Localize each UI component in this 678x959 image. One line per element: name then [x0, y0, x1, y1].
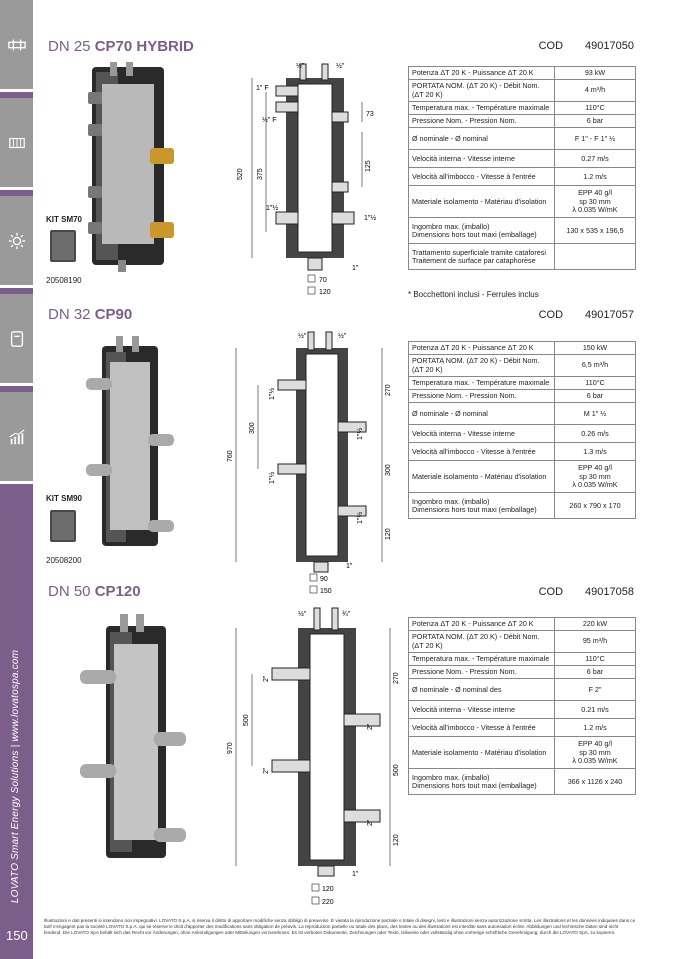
tab-pipes[interactable]	[0, 0, 33, 92]
kit-bracket-image	[50, 510, 76, 542]
dim-inner: 500	[243, 714, 250, 726]
dim-height: 760	[227, 450, 234, 462]
dim-bottom: 1"	[352, 871, 359, 878]
tab-solar[interactable]	[0, 196, 33, 288]
dim-port-l2: 1"½	[269, 471, 276, 484]
dim-top-left: ½"	[296, 63, 305, 70]
spec-table-cp120	[408, 617, 636, 795]
table-row: Velocità interna - Vitesse interne 0.21 m/s	[409, 701, 636, 719]
product-photo-cp120	[78, 614, 188, 864]
dim-port-l1: 2"	[263, 675, 270, 682]
cod-cp70: COD 49017050	[538, 40, 634, 52]
dim-top-left: ½"	[298, 333, 307, 340]
dim-top-right: ½"	[338, 333, 347, 340]
dim-port-r1: 1"½	[357, 427, 364, 440]
tab-radiators[interactable]	[0, 98, 33, 190]
dim-top-right: ½"	[336, 63, 345, 70]
table-row: Temperatura max. - Température maximale 110°C	[409, 652, 636, 665]
table-row: Potenza ΔT 20 K - Puissance ΔT 20 K 93 kW	[409, 67, 636, 80]
sun-icon	[8, 232, 26, 250]
table-row: Materiale isolamento - Matériau d'isolation EPP 40 g/l sp 30 mm λ 0.035 W/mK	[409, 186, 636, 218]
product-photo-cp90	[84, 336, 174, 551]
pipe-icon	[8, 36, 26, 54]
dim-sq2: 120	[319, 289, 331, 296]
table-row: PORTATA NOM. (ΔT 20 K) - Débit Nom. (ΔT 20 K) 4 m³/h	[409, 80, 636, 102]
dim-top-left: ½"	[298, 611, 307, 618]
table-row: Ø nominale - Ø nominal M 1" ½	[409, 403, 636, 425]
dim-height: 970	[227, 742, 234, 754]
table-row: Velocità all'imbocco - Vitesse à l'entrée 1.2 m/s	[409, 719, 636, 737]
table-row: Ingombro max. (imballo) Dimensions hors tout maxi (emballage) 130 x 535 x 196,5	[409, 218, 636, 244]
dim-top-right: ¾"	[342, 611, 351, 618]
dim-inner: 300	[249, 422, 256, 434]
table-row: Velocità interna - Vitesse interne 0.26 m/s	[409, 425, 636, 443]
table-row: Ø nominale - Ø nominal des F 2"	[409, 679, 636, 701]
spec-table-cp70	[408, 66, 636, 270]
tab-control[interactable]	[0, 392, 33, 484]
disclaimer-footer: Illustrazioni e dati presenti si intendono non impegnativi. LOVATO S.p.A. si riserva il diritto di apportare modifiche senza obbligo di preavviso. È vietata la riproduzione parziale o totale di disegni, testi e illustrazioni senza autorizzazione scritta. Les illustrations et les données indiquées dans ce tarif n'engagent pas la société LOVATO S.p.A. qui se réserve le droit d'apporter des modifications sans obligation de préavis. La reproduction partielle ou totale des plans, des textes ou des illustrations est interdite sans autorisation écrite. Abbildungen und technische Daten sind nicht bindend. Die LOVATO SpA behält sich das Recht vor Änderungen, ohne Ankündigungen oder Mitteilungen vorzunehmen. Es ist verboten Dokumente, Zeichnungen oder Texte, teilweise oder vollständig ohne vorherige schriftliche Genehmigung, durch die LOVATO SpA, zu kopieren.	[44, 918, 636, 936]
table-row: PORTATA NOM. (ΔT 20 K) - Débit Nom. (ΔT 20 K) 6,5 m³/h	[409, 355, 636, 377]
dim-sq1: 120	[322, 886, 334, 893]
dim-f2: ½" F	[262, 117, 277, 124]
table-row: Velocità all'imbocco - Vitesse à l'entrée 1.3 m/s	[409, 443, 636, 461]
table-row: Potenza ΔT 20 K - Puissance ΔT 20 K 220 kW	[409, 618, 636, 631]
ferrules-note: * Bocchettoni inclusi - Ferrules inclus	[408, 290, 539, 299]
cod-cp120: COD 49017058	[538, 586, 634, 598]
table-row: Potenza ΔT 20 K - Puissance ΔT 20 K 150 kW	[409, 342, 636, 355]
product-title-cp90: DN 32 CP90	[48, 306, 133, 323]
product-photo-cp70	[82, 62, 182, 277]
technical-drawing-cp120	[222, 606, 402, 912]
spec-table-cp90	[408, 341, 636, 519]
dim-port-r2: 2"	[367, 819, 374, 826]
dim-bottom: 1"	[352, 265, 359, 272]
dim-sq1: 90	[320, 576, 328, 583]
table-row: Materiale isolamento - Matériau d'isolation EPP 40 g/l sp 30 mm λ 0.035 W/mK	[409, 737, 636, 769]
dim-bottom-height: 120	[385, 528, 392, 540]
dim-side-top: 73	[366, 111, 374, 118]
table-row: Velocità all'imbocco - Vitesse à l'entrée 1.2 m/s	[409, 168, 636, 186]
dim-mid: 125	[365, 160, 372, 172]
table-row: Pressione Nom. - Pression Nom. 6 bar	[409, 115, 636, 128]
cod-cp90: COD 49017057	[538, 309, 634, 321]
dim-sq1: 70	[319, 277, 327, 284]
technical-drawing-cp70	[222, 62, 402, 302]
page-number: 150	[6, 928, 28, 943]
table-row: Ø nominale - Ø nominal F 1" - F 1" ½	[409, 128, 636, 150]
kit-code-sm90: 20508200	[46, 556, 82, 565]
dim-side-top: 270	[393, 672, 400, 684]
kit-label-sm70: KIT SM70	[46, 215, 83, 224]
kit-code-sm70: 20508190	[46, 276, 82, 285]
brand-vertical-text: LOVATO Smart Energy Solutions | www.lovatospa.com	[10, 649, 22, 903]
dim-port-l2: 2"	[263, 767, 270, 774]
chart-icon	[8, 428, 26, 446]
dim-port-r2: 1"½	[357, 511, 364, 524]
storage-icon	[8, 330, 26, 348]
table-row: Pressione Nom. - Pression Nom. 6 bar	[409, 390, 636, 403]
product-title-cp70: DN 25 CP70 HYBRID	[48, 38, 194, 55]
dim-f1: 1" F	[256, 85, 269, 92]
dim-sq2: 220	[322, 899, 334, 906]
dim-bottom: 1"	[346, 563, 353, 570]
dim-sq2: 150	[320, 588, 332, 595]
table-row: Pressione Nom. - Pression Nom. 6 bar	[409, 666, 636, 679]
table-row: Temperatura max. - Température maximale 110°C	[409, 376, 636, 389]
dim-port-left: 1"½	[266, 205, 279, 212]
dim-port-r1: 2"	[367, 723, 374, 730]
kit-bracket-image	[50, 230, 76, 262]
radiator-icon	[8, 134, 26, 152]
sidebar	[0, 0, 33, 959]
table-row: Materiale isolamento - Matériau d'isolation EPP 40 g/l sp 30 mm λ 0.035 W/mK	[409, 461, 636, 493]
dim-height: 520	[237, 168, 244, 180]
dim-bottom-height: 120	[393, 834, 400, 846]
dim-side-top: 270	[385, 384, 392, 396]
dim-inner: 375	[257, 168, 264, 180]
tab-storage[interactable]	[0, 294, 33, 386]
dim-mid: 500	[393, 764, 400, 776]
dim-mid: 300	[385, 464, 392, 476]
table-row: Ingombro max. (imballo) Dimensions hors tout maxi (emballage) 260 x 790 x 170	[409, 493, 636, 519]
table-row: Temperatura max. - Température maximale 110°C	[409, 101, 636, 114]
product-title-cp120: DN 50 CP120	[48, 583, 141, 600]
dim-port-right: 1"½	[364, 215, 377, 222]
table-row: Ingombro max. (imballo) Dimensions hors tout maxi (emballage) 366 x 1126 x 240	[409, 769, 636, 795]
kit-label-sm90: KIT SM90	[46, 494, 83, 503]
table-row: Trattamento superficiale tramite cataforesi Traitement de surface par cataphorèse	[409, 244, 636, 270]
table-row: PORTATA NOM. (ΔT 20 K) - Débit Nom. (ΔT 20 K) 95 m³/h	[409, 631, 636, 653]
table-row: Velocità interna - Vitesse interne 0.27 m/s	[409, 150, 636, 168]
technical-drawing-cp90	[222, 330, 402, 600]
dim-port-l1: 1"½	[269, 387, 276, 400]
